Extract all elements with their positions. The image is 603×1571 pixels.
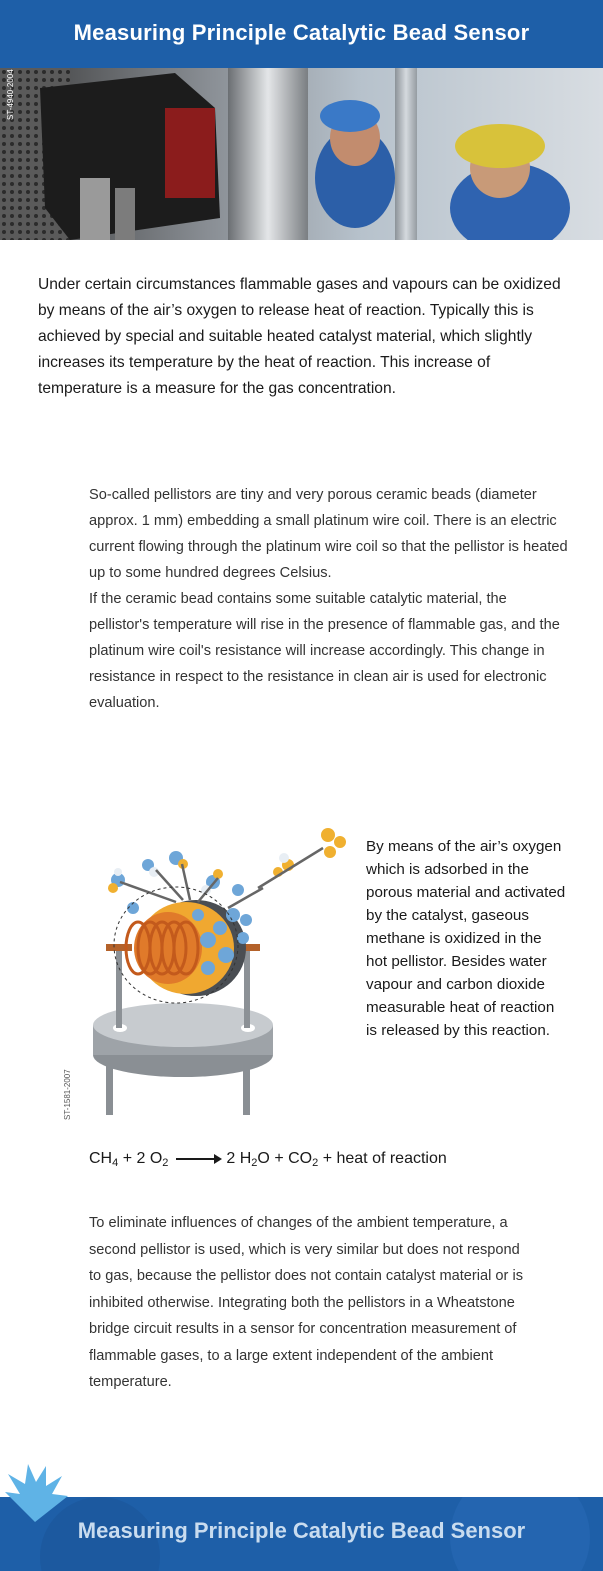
- eq-ch4: CH: [89, 1150, 113, 1167]
- eq-h2o-sub: 2: [251, 1157, 258, 1169]
- eq-tail: + heat of reaction: [322, 1150, 447, 1167]
- pellistor-text-1: So-called pellistors are tiny and very porous ceramic beads (diameter approx. 1 mm) embedding a small platinum wire coil. There is an electric current flowing through the platinum wire coil so that the pellistor is heated up to some hundred degrees Celsius.: [89, 487, 568, 581]
- industrial-photo: [0, 68, 603, 240]
- eq-h2o-a: 2 H: [226, 1150, 252, 1167]
- pellistor-text-2: If the ceramic bead contains some suitable catalytic material, the pellistor's temperature will rise in the presence of flammable gas, and the platinum wire coil's resistance will increase accordingly. This change in resistance in respect to the resistance in clean air is used for electronic evaluation.: [89, 591, 560, 711]
- starburst-icon: [0, 1462, 70, 1522]
- footer-title: Measuring Principle Catalytic Bead Sensor: [77, 1518, 526, 1543]
- eq-ch4-sub: 4: [112, 1157, 119, 1169]
- pellistor-paragraph: [89, 482, 569, 716]
- photo-code: ST-4940-2004: [6, 69, 15, 120]
- reaction-equation: [89, 1148, 589, 1174]
- catalytic-bead-illustration: [58, 820, 358, 1130]
- eq-co2-sub: 2: [312, 1157, 319, 1169]
- header-photo: [0, 68, 603, 240]
- page-title: Measuring Principle Catalytic Bead Sensor: [73, 20, 530, 45]
- reaction-arrow-icon: [176, 1158, 220, 1160]
- diagram-code: ST-1581-2007: [63, 1069, 72, 1120]
- temperature-paragraph: To eliminate influences of changes of the ambient temperature, a second pellistor is used, which is very similar but does not respond to gas, because the pellistor does not contain catalyst material or is inhibited otherwise. Integrating both the pellistors in a Wheatstone bridge circuit results in a sensor for concentration measurement of flammable gases, to a large extent independent of the ambient temperature.: [89, 1215, 523, 1390]
- eq-h2o-b: O + CO: [257, 1150, 313, 1167]
- eq-o2-sub: 2: [162, 1157, 169, 1169]
- intro-paragraph: Under certain circumstances flammable gases and vapours can be oxidized by means of the air’s oxygen to release heat of reaction. Typically this is achieved by special and suitable heated catalyst material, which slightly increases its temperature by the heat of reaction. This increase of temperature is a measure for the gas concentration.: [38, 276, 561, 397]
- pellistor-diagram: [58, 820, 358, 1130]
- eq-plus-o2: + 2 O: [122, 1150, 163, 1167]
- diagram-caption: By means of the air’s oxygen which is adsorbed in the porous material and activated by the catalyst, gaseous methane is oxidized in the hot pellistor. Besides water vapour and carbon dioxide measurable heat of reaction is released by this reaction.: [366, 838, 566, 1039]
